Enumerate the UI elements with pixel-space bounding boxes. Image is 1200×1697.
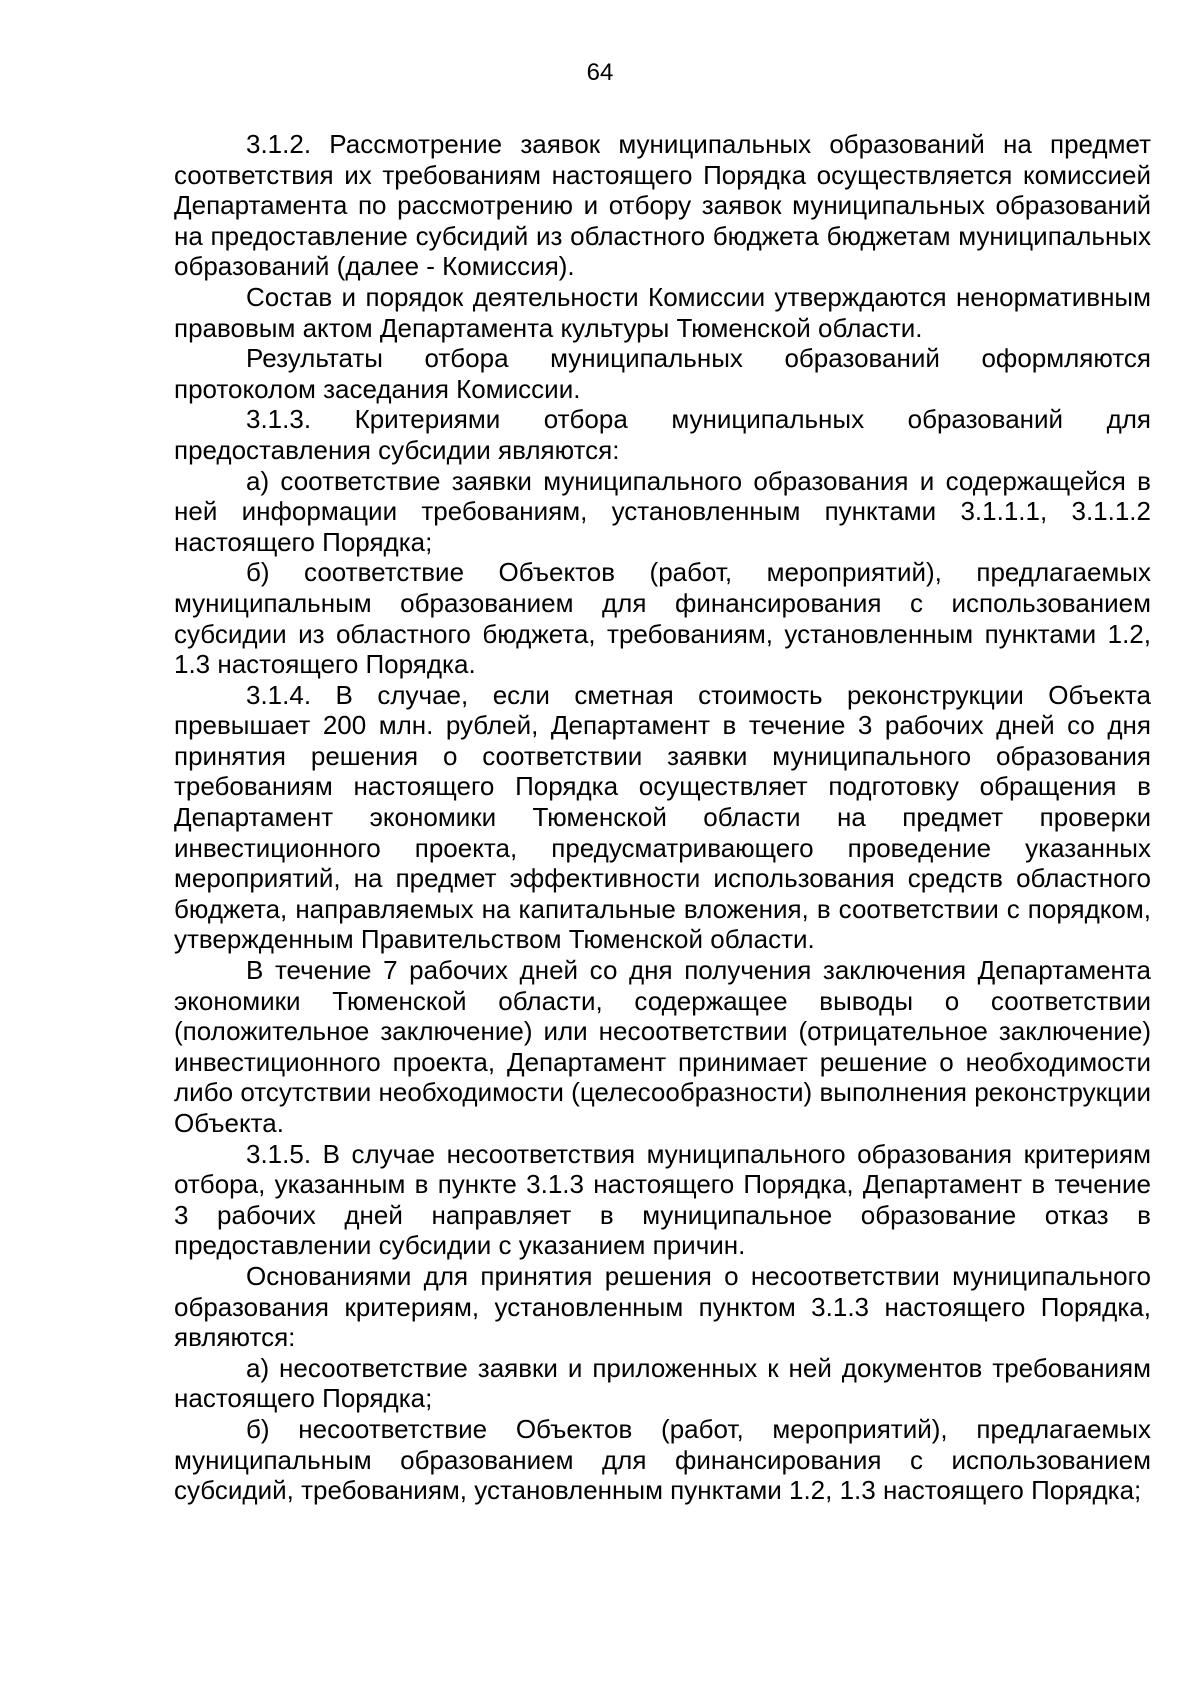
paragraph-3-1-4: 3.1.4. В случае, если сметная стоимость реконструкции Объекта превышает 200 млн. рублей, Департамент в течение 3 рабочих дней со дня принятия решения о соответствии заявки муниципального образования требованиям настоящего Порядка осуществляет подготовку обращения в Департамент экономики Тюменской области на предмет проверки инвестиционного проекта, предусматривающего проведение указанных мероприятий, на предмет эффективности использования средств областного бюджета, направляемых на капитальные вложения, в соответствии с порядком, утвержденным Правительством Тюменской области. — [174, 679, 1151, 955]
page-number: 64 — [586, 59, 614, 86]
paragraph-commission-composition: Состав и порядок деятельности Комиссии утверждаются ненормативным правовым актом Департамента культуры Тюменской области. — [174, 281, 1151, 343]
paragraph-7-days-decision: В течение 7 рабочих дней со дня получения заключения Департамента экономики Тюменской области, содержащее выводы о соответствии (положительное заключение) или несоответствии (отрицательное заключение) инвестиционного проекта, Департамент принимает решение о необходимости либо отсутствии необходимости (целесообразности) выполнения реконструкции Объекта. — [174, 955, 1151, 1138]
paragraph-ground-b: б) несоответствие Объектов (работ, мероприятий), предлагаемых муниципальным образованием для финансирования с использованием субсидий, требованиям, установленным пунктами 1.2, 1.3 настоящего Порядка; — [174, 1413, 1151, 1506]
paragraph-refusal-grounds: Основаниями для принятия решения о несоответствии муниципального образования критериям, установленным пунктом 3.1.3 настоящего Порядка, являются: — [174, 1260, 1151, 1353]
paragraph-3-1-5: 3.1.5. В случае несоответствия муниципального образования критериям отбора, указанным в пункте 3.1.3 настоящего Порядка, Департамент в течение 3 рабочих дней направляет в муниципальное образование отказ в предоставлении субсидии с указанием причин. — [174, 1138, 1151, 1261]
document-body — [174, 129, 1151, 1506]
paragraph-selection-results: Результаты отбора муниципальных образований оформляются протоколом заседания Комиссии. — [174, 343, 1151, 404]
paragraph-ground-a: а) несоответствие заявки и приложенных к ней документов требованиям настоящего Порядка; — [174, 1352, 1151, 1414]
paragraph-3-1-2: 3.1.2. Рассмотрение заявок муниципальных образований на предмет соответствия их требованиям настоящего Порядка осуществляется комиссией Департамента по рассмотрению и отбору заявок муниципальных образований на предоставление субсидий из областного бюджета бюджетам муниципальных образований (далее - Комиссия). — [174, 129, 1151, 282]
paragraph-criterion-a: а) соответствие заявки муниципального образования и содержащейся в ней информации требованиям, установленным пунктами 3.1.1.1, 3.1.1.2 настоящего Порядка; — [174, 465, 1151, 557]
paragraph-criterion-b: б) соответствие Объектов (работ, мероприятий), предлагаемых муниципальным образованием для финансирования с использованием субсидии из областного бюджета, требованиям, установленным пунктами 1.2, 1.3 настоящего Порядка. — [174, 557, 1151, 680]
paragraph-3-1-3: 3.1.3. Критериями отбора муниципальных образований для предоставления субсидии являются: — [174, 404, 1151, 465]
